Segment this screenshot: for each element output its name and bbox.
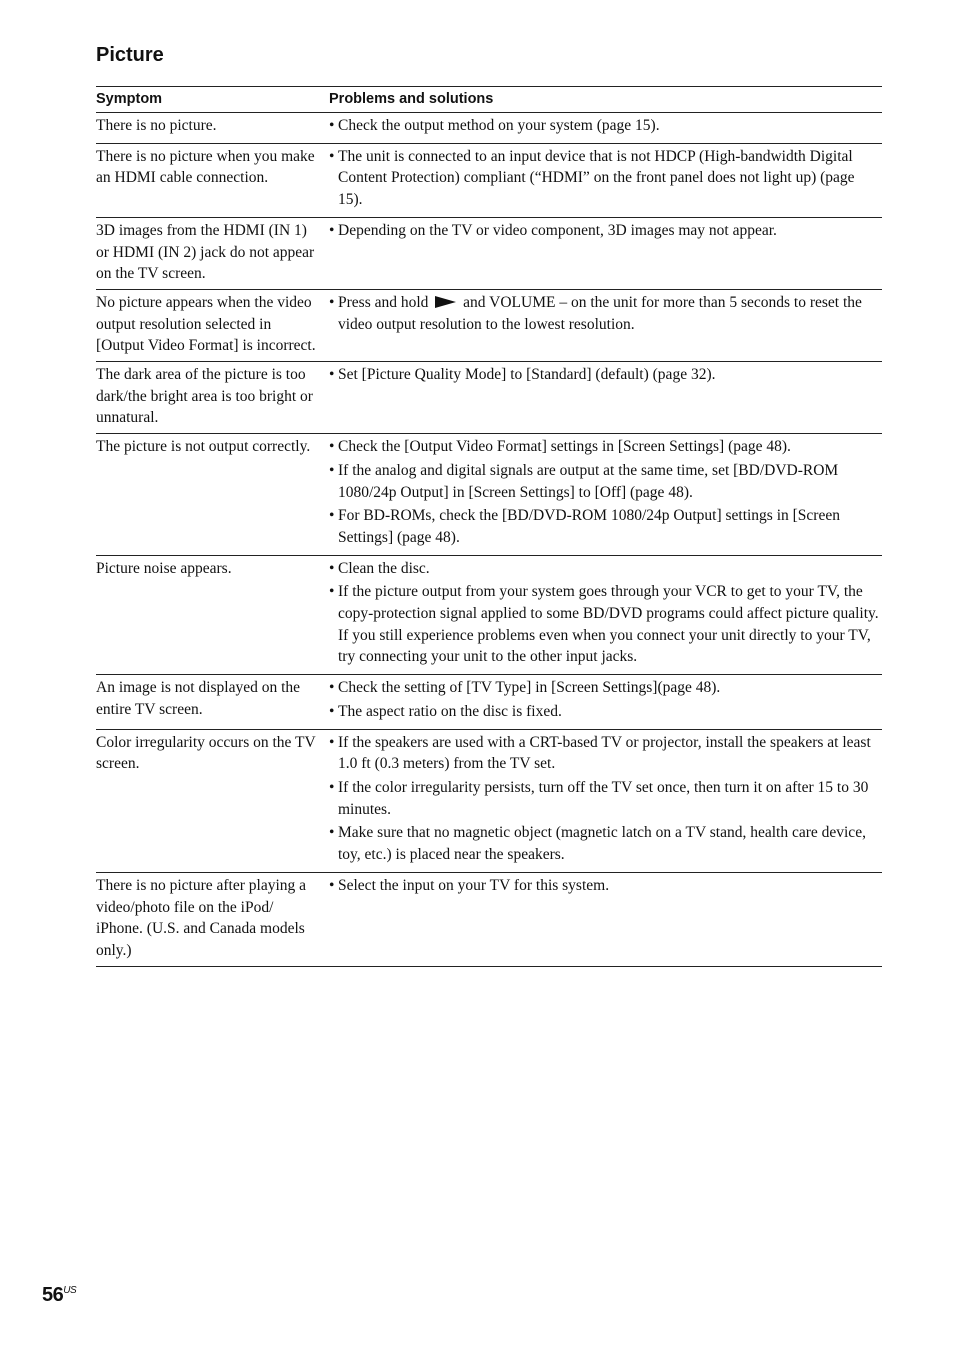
table-row <box>96 434 882 556</box>
solution-text: If the picture output from your system goes through your VCR to get to your TV, the copy-protection signal applied to some BD/DVD programs could affect picture quality. If you still experience problems even when you connect your unit directly to your TV, try connecting your unit to the other input jacks. <box>338 583 879 666</box>
bullet-mark: • <box>329 461 335 479</box>
bullet-mark: • <box>329 679 335 697</box>
bullet-mark: • <box>329 438 335 456</box>
page-region-suffix: US <box>63 1285 77 1296</box>
solution-item <box>329 701 882 723</box>
solutions-cell <box>329 677 882 724</box>
symptom-cell: The dark area of the picture is too dark/the bright area is too bright or unnatural. <box>96 366 313 427</box>
solution-text: Select the input on your TV for this system. <box>338 876 610 894</box>
table-row <box>96 730 882 873</box>
solutions-cell <box>329 436 882 551</box>
solution-item <box>329 822 882 865</box>
table-row <box>96 144 882 218</box>
section-title: Picture <box>96 44 164 66</box>
solution-item <box>329 146 882 211</box>
solution-text: The unit is connected to an input device that is not HDCP (High-bandwidth Digital Content Protection) compliant (“HDMI” on the front panel does not light up) (page 15). <box>338 147 855 209</box>
symptom-cell: No picture appears when the video output resolution selected in [Output Video Format] is incorrect. <box>96 293 316 355</box>
solution-list <box>329 146 882 211</box>
solution-list <box>329 364 882 386</box>
bullet-mark: • <box>329 778 335 796</box>
solution-item <box>329 777 882 820</box>
table-row <box>96 556 882 676</box>
solution-list <box>329 115 882 137</box>
solutions-cell <box>329 220 882 285</box>
bullet-mark: • <box>329 876 335 894</box>
table-row <box>96 873 882 967</box>
page-number <box>42 1284 76 1307</box>
solutions-cell <box>329 115 882 139</box>
solution-list <box>329 875 882 897</box>
solutions-cell <box>329 875 882 962</box>
table-row <box>96 290 882 362</box>
table-row <box>96 218 882 290</box>
solution-text: Check the setting of [TV Type] in [Screen Settings](page 48). <box>338 679 721 697</box>
solution-text: Press and hold <box>338 293 429 311</box>
solution-item <box>329 460 882 503</box>
solution-text: and VOLUME – on the unit for more than 5 seconds to reset the video output resolution to the lowest resolution. <box>338 293 862 333</box>
solution-text: Check the output method on your system (page 15). <box>338 117 660 134</box>
bullet-mark: • <box>329 366 335 384</box>
solution-list <box>329 292 882 335</box>
solution-text: If the color irregularity persists, turn off the TV set once, then turn it on after 15 to 30 minutes. <box>338 778 869 818</box>
solution-list <box>329 732 882 866</box>
symptom-cell: There is no picture when you make an HDMI cable connection. <box>96 147 315 187</box>
symptom-cell: Picture noise appears. <box>96 559 232 577</box>
bullet-mark: • <box>329 293 335 311</box>
solution-item <box>329 292 882 335</box>
solution-item <box>329 677 882 699</box>
table-header <box>96 87 882 113</box>
header-solutions: Problems and solutions <box>329 91 494 107</box>
solutions-cell <box>329 558 882 671</box>
solution-list <box>329 436 882 549</box>
solution-list <box>329 220 882 242</box>
solution-text: For BD-ROMs, check the [BD/DVD-ROM 1080/24p Output] settings in [Screen Settings] (page 48). <box>338 507 840 546</box>
bullet-mark: • <box>329 733 335 751</box>
solutions-cell <box>329 732 882 868</box>
solution-item <box>329 364 882 386</box>
symptom-cell: An image is not displayed on the entire TV screen. <box>96 679 301 718</box>
solution-item <box>329 220 882 242</box>
solution-item <box>329 436 882 458</box>
table-row <box>96 113 882 144</box>
bullet-mark: • <box>329 147 335 165</box>
solution-list <box>329 558 882 669</box>
symptom-cell: There is no picture after playing a video/photo file on the iPod/ iPhone. (U.S. and Canada models only.) <box>96 876 307 959</box>
bullet-mark: • <box>329 702 335 720</box>
symptom-cell: The picture is not output correctly. <box>96 438 311 456</box>
solution-item <box>329 115 882 137</box>
solution-item <box>329 875 882 897</box>
header-symptom: Symptom <box>96 91 163 107</box>
bullet-mark: • <box>329 507 335 525</box>
solution-item <box>329 505 882 548</box>
page-number-value: 56 <box>42 1284 64 1306</box>
troubleshooting-table <box>96 86 882 967</box>
symptom-cell: 3D images from the HDMI (IN 1) or HDMI (IN 2) jack do not appear on the TV screen. <box>96 221 315 283</box>
solution-text: Depending on the TV or video component, 3D images may not appear. <box>338 221 777 239</box>
solutions-cell <box>329 292 882 357</box>
solution-list <box>329 677 882 722</box>
solution-text: Set [Picture Quality Mode] to [Standard] (default) (page 32). <box>338 366 716 384</box>
bullet-mark: • <box>329 559 335 577</box>
bullet-mark: • <box>329 583 335 601</box>
bullet-mark: • <box>329 117 335 134</box>
solution-text: Clean the disc. <box>338 559 430 577</box>
bullet-mark: • <box>329 824 335 842</box>
table-row <box>96 362 882 434</box>
solution-text: Make sure that no magnetic object (magnetic latch on a TV stand, health care device, toy, etc.) is placed near the speakers. <box>338 824 866 864</box>
solution-item <box>329 558 882 580</box>
play-icon <box>435 296 456 308</box>
table-row <box>96 675 882 729</box>
solutions-cell <box>329 146 882 213</box>
bullet-mark: • <box>329 221 335 239</box>
symptom-cell: Color irregularity occurs on the TV screen. <box>96 733 316 773</box>
solution-text: If the analog and digital signals are output at the same time, set [BD/DVD-ROM 1080/24p Output] in [Screen Settings] to [Off] (page 48). <box>338 461 839 501</box>
solution-text: If the speakers are used with a CRT-based TV or projector, install the speakers at least 1.0 ft (0.3 meters) from the TV set. <box>338 733 871 773</box>
solution-item <box>329 732 882 775</box>
solution-text: The aspect ratio on the disc is fixed. <box>338 702 562 720</box>
solutions-cell <box>329 364 882 429</box>
symptom-cell: There is no picture. <box>96 117 217 134</box>
solution-text: Check the [Output Video Format] settings in [Screen Settings] (page 48). <box>338 438 791 456</box>
solution-item <box>329 581 882 668</box>
table-body <box>96 113 882 967</box>
